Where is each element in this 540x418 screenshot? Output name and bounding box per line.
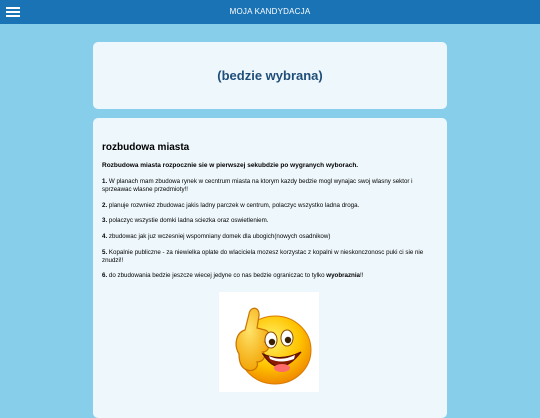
item-text: do zbudowania bedzie jeszcze wiecej jedyne co nas bedzie ograniczac to tylko <box>107 272 327 280</box>
item-number: 2. <box>102 201 108 209</box>
list-item <box>102 233 438 241</box>
item-emphasis: wyobraznia <box>326 272 360 280</box>
item-number: 4. <box>102 233 108 240</box>
item-number: 1. <box>102 178 108 185</box>
list-item <box>102 272 438 280</box>
hero-card <box>93 42 447 109</box>
top-bar <box>0 0 540 24</box>
article-content <box>102 142 438 288</box>
thumbs-up-smiley-icon <box>219 292 319 392</box>
list-item <box>102 178 438 194</box>
item-tail: !! <box>359 272 364 280</box>
list-item <box>102 249 438 265</box>
item-text: polaczyc wszystie domki ladna sciezka oraz oswietleniem. <box>107 217 269 225</box>
site-title: MOJA KANDYDACJA <box>229 7 311 16</box>
list-item <box>102 217 438 225</box>
item-number: 3. <box>102 217 108 225</box>
hero-headline: (bedzie wybrana) <box>217 68 323 83</box>
item-text: planuje rozwniez zbudowac jakis ladny parczek w centrum, polaczyc wszystko ladna droga. <box>107 201 360 209</box>
article-title: rozbudowa miasta <box>102 142 190 153</box>
item-number: 6. <box>102 272 108 280</box>
article-intro: Rozbudowa miasta rozpocznie sie w pierwszej sekubdzie po wygranych wyborach. <box>102 162 359 169</box>
item-text: W planach mam zbudowa rynek w cecntrum miasta na ktorym kazdy bedzie mogl wynajac swoj wlasny sektor i sprzeawac wlasne przedmioty!! <box>102 178 413 193</box>
item-text: zbudowac jak juz wczesniej wspomniany domek dla ubogich(nowych osadnikow) <box>107 233 331 240</box>
item-number: 5. <box>102 248 108 256</box>
list-item <box>102 202 438 210</box>
item-text: Kopalnie publiczne - za niewielka oplate do wlaciciela mozesz korzystac z kopalni w nieskonczonosc puki ci sie nie znudzi!! <box>102 248 424 264</box>
smiley-image <box>219 292 319 392</box>
article-card <box>93 118 447 418</box>
